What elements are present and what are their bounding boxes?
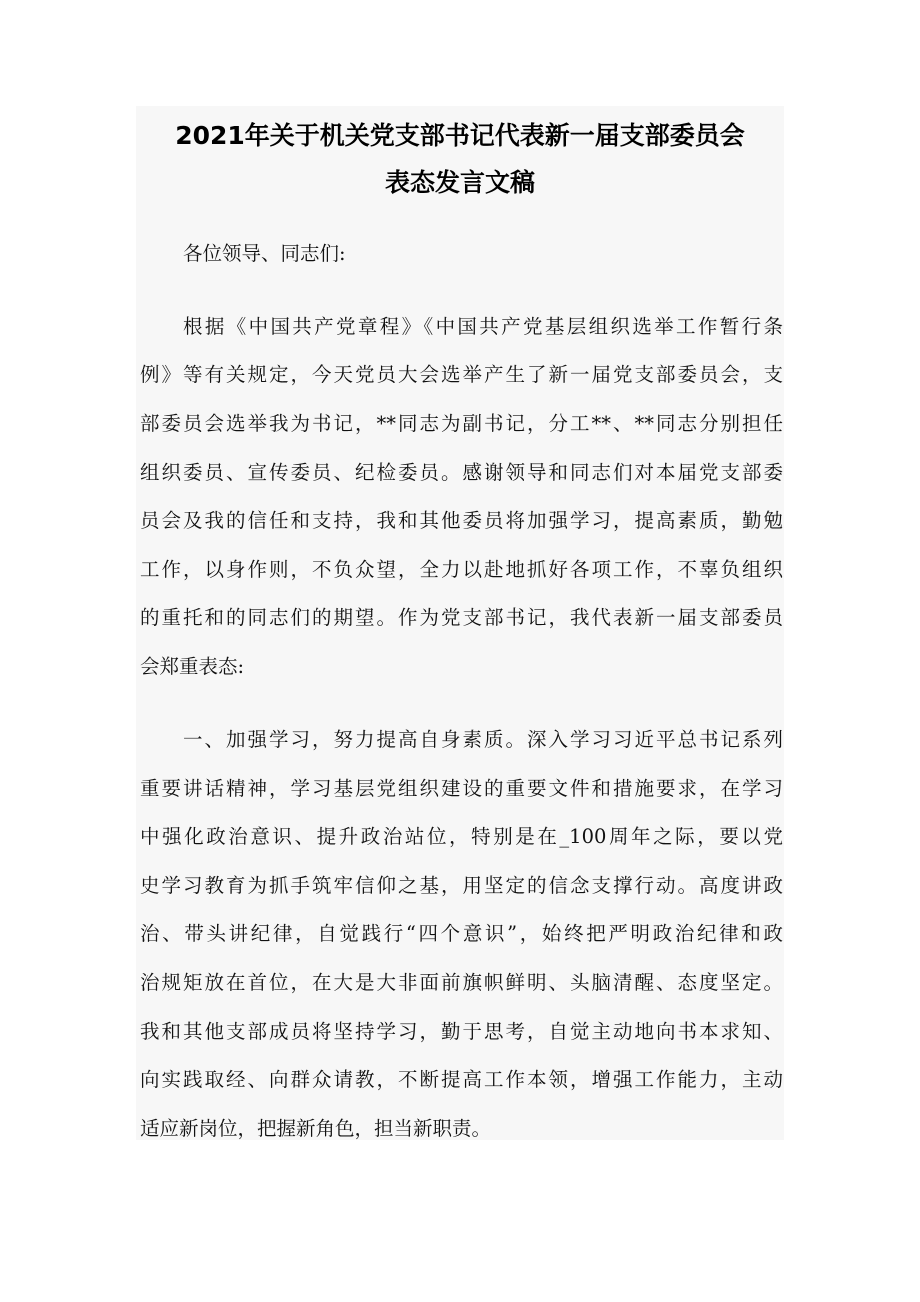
paragraph-1-line: 根据《中国共产党章程》《中国共产党基层组织选举工作暂行条 — [183, 315, 783, 338]
paragraph-2-line: 向实践取经、向群众请教，不断提高工作本领，增强工作能力，主动 — [140, 1068, 783, 1091]
paragraph-1-line: 组织委员、宣传委员、纪检委员。感谢领导和同志们对本届党支部委 — [140, 461, 783, 484]
salutation: 各位领导、同志们: — [183, 242, 346, 265]
paragraph-1-line: 例》等有关规定，今天党员大会选举产生了新一届党支部委员会，支 — [140, 363, 783, 386]
paragraph-2-line: 中强化政治意识、提升政治站位，特别是在_100周年之际，要以党 — [140, 825, 783, 848]
paragraph-1-line: 会郑重表态: — [140, 655, 245, 678]
paragraph-2-line: 适应新岗位，把握新角色，担当新职责。 — [140, 1117, 492, 1140]
paragraph-2-line: 我和其他支部成员将坚持学习，勤于思考，自觉主动地向书本求知、 — [140, 1020, 783, 1043]
paragraph-1-line: 部委员会选举我为书记，**同志为副书记，分工**、**同志分别担任 — [140, 412, 783, 435]
paragraph-2-line: 治规矩放在首位，在大是大非面前旗帜鲜明、头脑清醒、态度坚定。 — [140, 971, 783, 994]
document-title-line-1: 2021年关于机关党支部书记代表新一届支部委员会 — [175, 121, 745, 150]
paragraph-2-line: 一、加强学习，努力提高自身素质。深入学习习近平总书记系列 — [183, 728, 783, 751]
paragraph-2-line: 治、带头讲纪律，自觉践行“四个意识”，始终把严明政治纪律和政 — [140, 922, 783, 945]
paragraph-2-line: 史学习教育为抓手筑牢信仰之基，用坚定的信念支撑行动。高度讲政 — [140, 874, 783, 897]
document-title-line-2: 表态发言文稿 — [384, 168, 535, 197]
paragraph-1-line: 工作，以身作则，不负众望，全力以赴地抓好各项工作，不辜负组织 — [140, 558, 783, 581]
paragraph-1-line: 员会及我的信任和支持，我和其他委员将加强学习，提高素质，勤勉 — [140, 509, 783, 532]
paragraph-2-line: 重要讲话精神，学习基层党组织建设的重要文件和措施要求，在学习 — [140, 777, 783, 800]
paragraph-1-line: 的重托和的同志们的期望。作为党支部书记，我代表新一届支部委员 — [140, 606, 783, 629]
